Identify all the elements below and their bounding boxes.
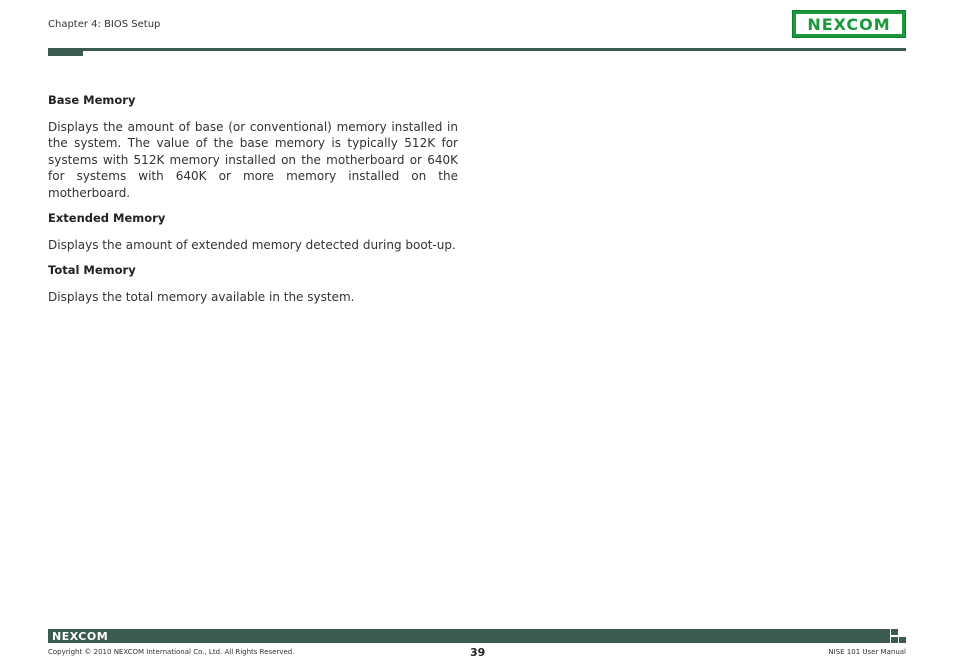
footer-squares-icon — [891, 629, 907, 643]
manual-title: NISE 101 User Manual — [828, 648, 906, 656]
nexcom-logo-text: NEXCOM — [796, 14, 902, 34]
section-heading-total-memory: Total Memory — [48, 263, 136, 277]
chapter-title: Chapter 4: BIOS Setup — [48, 19, 161, 30]
section-heading-extended-memory: Extended Memory — [48, 211, 166, 225]
section-body-base-memory: Displays the amount of base (or conventional) memory installed in the system. The value of the base memory is typically 512K for systems with 512K memory installed on the motherboard or 640K for systems with 640K or more memory installed on the motherboard. — [48, 119, 458, 200]
section-heading-base-memory: Base Memory — [48, 93, 136, 107]
header-rule — [48, 48, 906, 51]
header-tab — [48, 51, 83, 56]
nexcom-logo — [792, 10, 906, 38]
footer-bar — [48, 629, 890, 643]
section-body-extended-memory: Displays the amount of extended memory detected during boot-up. — [48, 237, 456, 252]
section-body-total-memory: Displays the total memory available in the system. — [48, 289, 355, 304]
page-number: 39 — [470, 646, 486, 659]
footer-copyright: Copyright © 2010 NEXCOM International Co., Ltd. All Rights Reserved. — [48, 648, 295, 656]
page-content — [48, 92, 458, 314]
footer-logo: NEXCOM — [52, 630, 109, 643]
